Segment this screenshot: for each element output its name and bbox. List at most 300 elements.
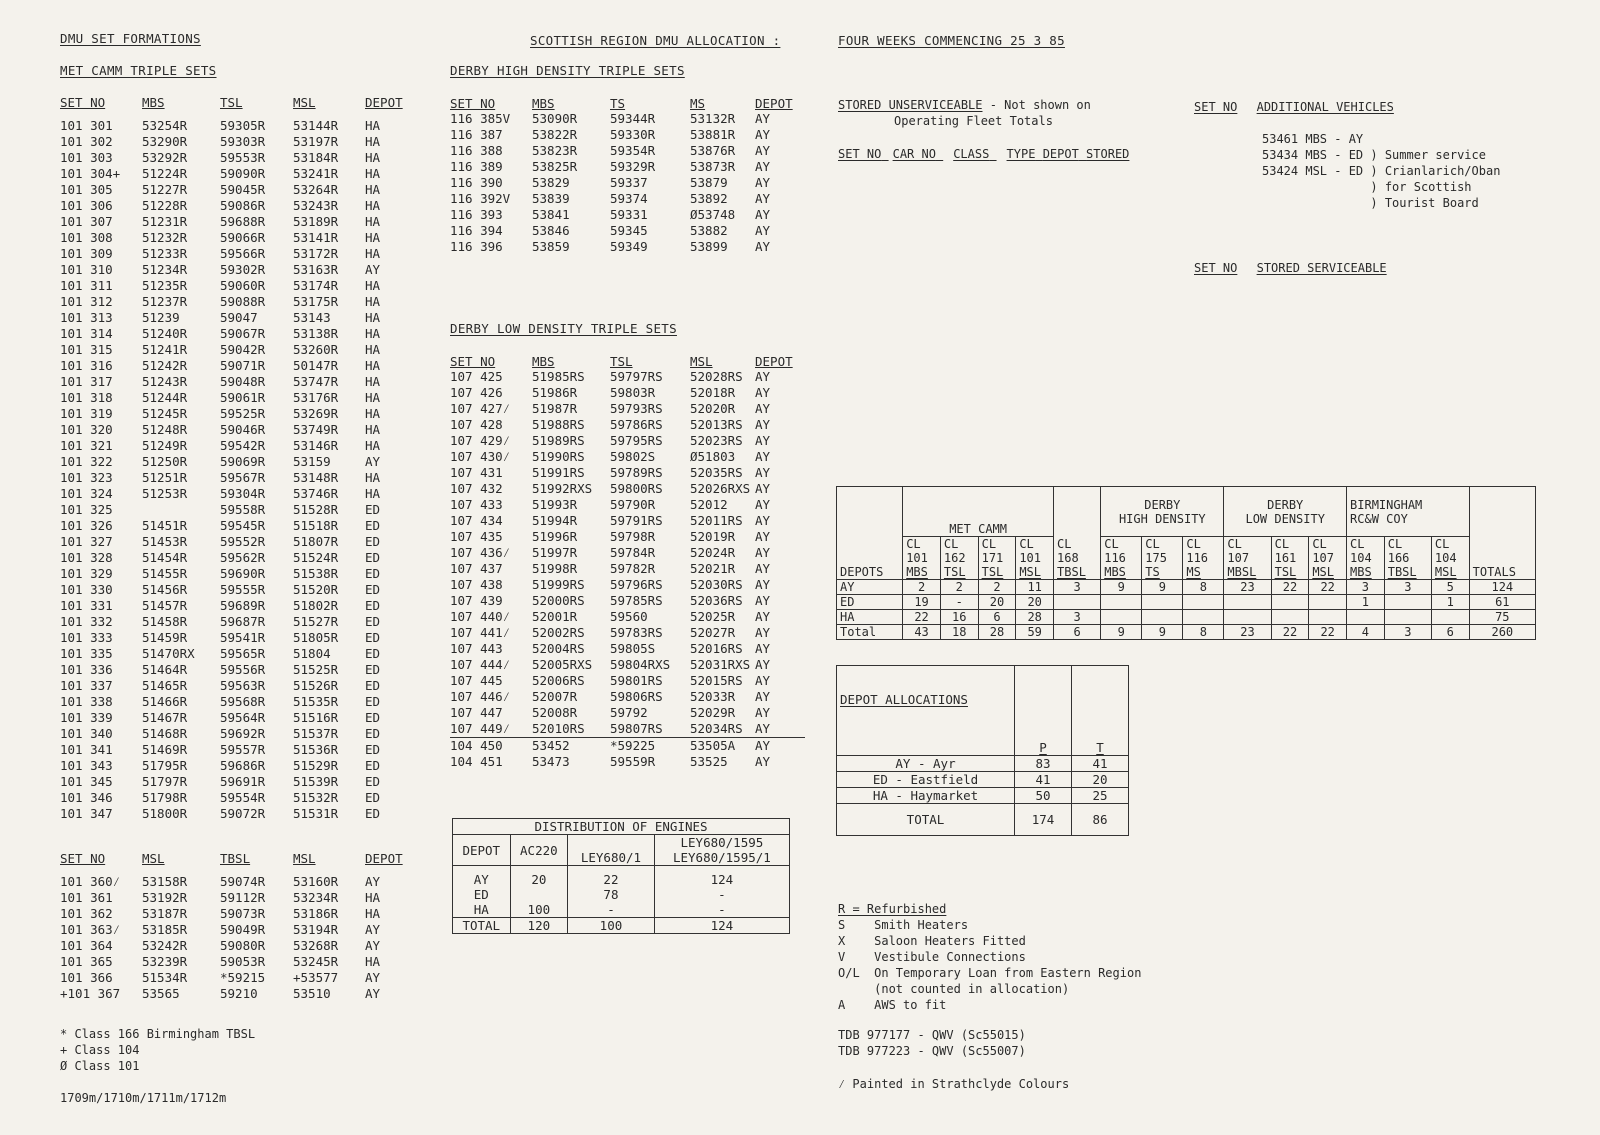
stored-unserviceable-title: STORED UNSERVICEABLE xyxy=(838,98,983,112)
table-row xyxy=(60,166,415,182)
table-cell: 59072R xyxy=(220,806,266,821)
engines-ley15951-header: LEY680/1595/1 xyxy=(654,850,789,866)
table-cell: 107 444⁄ xyxy=(450,657,511,672)
table-cell: 53876R xyxy=(690,143,736,158)
allocation-cell xyxy=(1054,595,1101,610)
table-cell: 51459R xyxy=(142,630,188,645)
table-cell: 59542R xyxy=(220,438,266,453)
table-cell: 101 311 xyxy=(60,278,113,293)
table-cell: 101 316 xyxy=(60,358,113,373)
table-cell: 53882 xyxy=(690,223,728,238)
table-cell: 59786RS xyxy=(610,417,663,432)
table-row xyxy=(450,449,805,465)
table-cell: 59804RXS xyxy=(610,657,671,672)
table-cell: AY xyxy=(755,641,771,656)
table-cell: AY xyxy=(755,561,771,576)
table-cell: 52028RS xyxy=(690,369,743,384)
table-cell: 101 363⁄ xyxy=(60,922,121,937)
table-row xyxy=(60,954,415,970)
table-row xyxy=(60,774,415,790)
table-cell: 59564R xyxy=(220,710,266,725)
table-cell: 53747R xyxy=(293,374,339,389)
table-cell: 107 425 xyxy=(450,369,503,384)
table-cell: 104 451 xyxy=(450,754,503,769)
table-cell: 52024R xyxy=(690,545,736,560)
table-cell: 51524R xyxy=(293,550,339,565)
depot-alloc-cell: 50 xyxy=(1015,788,1072,804)
table-cell: 52030RS xyxy=(690,577,743,592)
table-cell: AY xyxy=(755,497,771,512)
table-cell: 51454R xyxy=(142,550,188,565)
allocation-col-header-line: 175 xyxy=(1145,551,1167,565)
table-cell: 101 335 xyxy=(60,646,113,661)
table-cell: AY xyxy=(755,223,771,238)
table-cell: 51239 xyxy=(142,310,180,325)
depot-alloc-cell: 20 xyxy=(1072,772,1129,788)
table-row xyxy=(450,513,805,529)
allocation-cell: 20 xyxy=(1016,595,1054,610)
table-cell: 52016RS xyxy=(690,641,743,656)
table-cell: 101 323 xyxy=(60,470,113,485)
table-cell: 59792 xyxy=(610,705,648,720)
stored-serviceable-title: STORED SERVICEABLE xyxy=(1256,261,1387,275)
table-cell: ED xyxy=(365,742,381,757)
table-cell: 107 426 xyxy=(450,385,503,400)
table-cell: 51990RS xyxy=(532,449,585,464)
engines-value: - xyxy=(607,902,615,917)
allocation-cell: 260 xyxy=(1469,625,1535,640)
table-row xyxy=(450,754,805,770)
allocation-cell: 22 xyxy=(1309,625,1347,640)
allocation-col-header-line: 104 xyxy=(1350,551,1372,565)
column-header: CAR NO xyxy=(892,147,936,161)
allocation-col-header xyxy=(903,537,941,580)
allocation-cell: 1 xyxy=(1347,595,1385,610)
table-cell: 51985RS xyxy=(532,369,585,384)
table-cell: AY xyxy=(365,986,381,1001)
allocation-depots-label: DEPOTS xyxy=(837,487,903,580)
allocation-cell: 20 xyxy=(978,595,1016,610)
table-cell: 59061R xyxy=(220,390,266,405)
table-cell: 59330R xyxy=(610,127,656,142)
table-row xyxy=(450,577,805,593)
engines-value: - xyxy=(718,887,726,902)
table-cell: AY xyxy=(755,191,771,206)
table-cell: 107 434 xyxy=(450,513,503,528)
allocation-cell xyxy=(1101,610,1142,625)
table-row xyxy=(60,662,415,678)
table-cell: 53174R xyxy=(293,278,339,293)
table-cell: 53148R xyxy=(293,470,339,485)
table-cell: AY xyxy=(755,593,771,608)
table-cell: 59210 xyxy=(220,986,258,1001)
table-cell: 59053R xyxy=(220,954,266,969)
table-cell: 52002RS xyxy=(532,625,585,640)
table-cell: 101 322 xyxy=(60,454,113,469)
table-cell: AY xyxy=(755,738,771,753)
column-header: TSL xyxy=(610,354,633,369)
allocation-cell xyxy=(1347,610,1385,625)
table-cell: 101 340 xyxy=(60,726,113,741)
table-cell: 53143 xyxy=(293,310,331,325)
table-row xyxy=(60,342,415,358)
table-cell: 101 338 xyxy=(60,694,113,709)
table-cell: 51455R xyxy=(142,566,188,581)
table-cell: 101 302 xyxy=(60,134,113,149)
table-cell: AY xyxy=(755,609,771,624)
table-cell: 59692R xyxy=(220,726,266,741)
table-cell: 51233R xyxy=(142,246,188,261)
allocation-cell xyxy=(1101,595,1142,610)
table-cell: 53822R xyxy=(532,127,578,142)
table-cell: 53158R xyxy=(142,874,188,889)
table-cell: 101 331 xyxy=(60,598,113,613)
heading-period: FOUR WEEKS COMMENCING 25 3 85 xyxy=(838,33,1065,48)
table-cell: ED xyxy=(365,710,381,725)
allocation-col-header-line: CL xyxy=(943,537,959,551)
table-cell: 53185R xyxy=(142,922,188,937)
table-row xyxy=(450,481,805,497)
table-row xyxy=(60,374,415,390)
derby-high-table xyxy=(450,96,805,255)
allocation-col-header-line: 116 xyxy=(1104,551,1126,565)
table-cell: AY xyxy=(755,433,771,448)
engines-value: 124 xyxy=(710,872,734,887)
metcamm-title: MET CAMM TRIPLE SETS xyxy=(60,63,217,78)
allocation-cell: 61 xyxy=(1469,595,1535,610)
depot-alloc-cell: AY - Ayr xyxy=(837,756,1015,772)
column-header: DEPOT xyxy=(1042,147,1079,161)
table-row xyxy=(60,630,415,646)
stored-unserviceable-line2: Operating Fleet Totals xyxy=(894,114,1053,128)
allocation-group-line: HIGH DENSITY xyxy=(1118,511,1206,526)
table-row xyxy=(450,593,805,609)
table-row xyxy=(450,191,805,207)
table-cell: 107 429⁄ xyxy=(450,433,511,448)
heading-allocation: SCOTTISH REGION DMU ALLOCATION : xyxy=(530,33,781,48)
column-header: MS xyxy=(690,96,706,111)
table-cell: 59807RS xyxy=(610,721,690,738)
allocation-cell: 22 xyxy=(1309,580,1347,595)
allocation-col-header-line: CL xyxy=(1145,537,1160,551)
table-cell: 53159 xyxy=(293,454,331,469)
engines-ac220-header: AC220 xyxy=(510,835,568,866)
table-cell: HA xyxy=(365,374,381,389)
allocation-col-header-line: MS xyxy=(1186,565,1201,579)
table-cell xyxy=(142,502,220,518)
table-cell: 51988RS xyxy=(532,417,585,432)
table-cell: 59088R xyxy=(220,294,266,309)
table-cell: 52025R xyxy=(690,609,736,624)
table-cell: 53184R xyxy=(293,150,339,165)
table-cell: 101 310 xyxy=(60,262,113,277)
table-cell: AY xyxy=(755,754,771,769)
table-cell: 59796RS xyxy=(610,577,663,592)
table-cell: 101 332 xyxy=(60,614,113,629)
column-header: SET NO xyxy=(450,354,496,369)
table-row xyxy=(60,938,415,954)
table-cell: 59800RS xyxy=(610,481,663,496)
table-row xyxy=(60,598,415,614)
stored-serviceable-header xyxy=(1194,261,1387,275)
allocation-cell xyxy=(1142,595,1183,610)
depot-alloc-total-label: TOTAL xyxy=(837,804,1015,836)
allocation-group xyxy=(1224,487,1347,537)
table-cell: 51531R xyxy=(293,806,339,821)
table-cell: 101 318 xyxy=(60,390,113,405)
table-row xyxy=(60,726,415,742)
engines-value: 78 xyxy=(603,887,619,902)
table-row xyxy=(450,705,805,721)
table-cell: 59557R xyxy=(220,742,266,757)
additional-set-no: SET NO xyxy=(1194,100,1238,114)
table-cell: AY xyxy=(755,159,771,174)
table-cell: 59554R xyxy=(220,790,266,805)
table-cell: 101 337 xyxy=(60,678,113,693)
table-cell: 53268R xyxy=(293,938,339,953)
column-header: CLASS xyxy=(953,147,990,161)
table-cell: HA xyxy=(365,230,381,245)
allocation-cell: 3 xyxy=(1054,610,1101,625)
table-cell: 53873R xyxy=(690,159,736,174)
table-cell: 51231R xyxy=(142,214,188,229)
allocation-cell: 75 xyxy=(1469,610,1535,625)
table-cell: 59691R xyxy=(220,774,266,789)
painted-note: ⁄ Painted in Strathclyde Colours xyxy=(838,1077,1070,1091)
table-row xyxy=(450,609,805,625)
allocation-col-header-line: TSL xyxy=(1274,565,1297,579)
allocation-col-header-line: MSL xyxy=(1312,565,1334,579)
allocation-group xyxy=(1101,487,1224,537)
additional-header xyxy=(1194,100,1394,114)
table-cell: 116 396 xyxy=(450,239,503,254)
table-cell: 59801RS xyxy=(610,673,663,688)
allocation-col-header-line: CL xyxy=(1387,537,1403,551)
table-cell: HA xyxy=(365,358,381,373)
allocation-col-header-line: 171 xyxy=(981,551,1004,565)
table-cell: 53189R xyxy=(293,214,339,229)
column-header: MBS xyxy=(532,96,555,111)
table-cell: 52000RS xyxy=(532,593,585,608)
table-cell: 53825R xyxy=(532,159,578,174)
depot-allocations-title-cell xyxy=(837,666,1015,756)
allocation-cell xyxy=(1309,595,1347,610)
depot-alloc-row xyxy=(837,788,1129,804)
table-cell: 52012 xyxy=(690,497,728,512)
allocation-row xyxy=(837,610,1536,625)
depot-alloc-total-p: 174 xyxy=(1015,804,1072,836)
derby-low-title: DERBY LOW DENSITY TRIPLE SETS xyxy=(450,321,677,336)
table-row xyxy=(60,790,415,806)
column-header: MSL xyxy=(690,354,713,369)
engines-depot: ED xyxy=(473,887,489,902)
engines-value: - xyxy=(718,902,726,917)
allocation-col-header-line: 107 xyxy=(1312,551,1334,565)
table-cell: 51234R xyxy=(142,262,188,277)
allocation-cell: 11 xyxy=(1016,580,1054,595)
table-cell: AY xyxy=(755,673,771,688)
table-cell: HA xyxy=(365,470,381,485)
table-row xyxy=(60,422,415,438)
table-row xyxy=(450,111,805,127)
table-cell: 53242R xyxy=(142,938,188,953)
table-cell: 59069R xyxy=(220,454,266,469)
table-cell: 101 327 xyxy=(60,534,113,549)
table-cell: 101 329 xyxy=(60,566,113,581)
allocation-cell: - xyxy=(940,595,978,610)
engines-ley1595-header: LEY680/1595 xyxy=(654,835,789,851)
table-cell: 51251R xyxy=(142,470,188,485)
allocation-col-header xyxy=(940,537,978,580)
allocation-cell: 22 xyxy=(903,610,941,625)
depot-alloc-cell: ED - Eastfield xyxy=(837,772,1015,788)
table-cell: 53176R xyxy=(293,390,339,405)
table-cell: 53146R xyxy=(293,438,339,453)
table-cell: 59790R xyxy=(610,497,656,512)
table-cell: 59048R xyxy=(220,374,266,389)
table-row xyxy=(60,806,415,822)
allocation-cell: 8 xyxy=(1183,580,1224,595)
table-cell: 101 347 xyxy=(60,806,113,821)
allocation-cell: 4 xyxy=(1347,625,1385,640)
derby-high-title: DERBY HIGH DENSITY TRIPLE SETS xyxy=(450,63,685,78)
table-row xyxy=(60,134,415,150)
table-cell: 51224R xyxy=(142,166,188,181)
table-cell: 104 450 xyxy=(450,738,503,753)
allocation-col-header xyxy=(1142,537,1183,580)
table-cell: 51802R xyxy=(293,598,339,613)
table-row xyxy=(60,502,415,518)
table-cell: 53090R xyxy=(532,111,578,126)
allocation-col-header-line: MSL xyxy=(1434,565,1457,579)
table-cell: AY xyxy=(755,401,771,416)
table-cell: 116 390 xyxy=(450,175,503,190)
allocation-cell: 5 xyxy=(1431,580,1469,595)
table-cell: 101 362 xyxy=(60,906,113,921)
table-cell: 101 308 xyxy=(60,230,113,245)
table-cell: 51996R xyxy=(532,529,578,544)
table-cell: 101 314 xyxy=(60,326,113,341)
allocation-totals-label: TOTALS xyxy=(1469,487,1535,580)
table-cell: 53132R xyxy=(690,111,736,126)
table-cell: 53144R xyxy=(293,118,339,133)
table-cell: 107 443 xyxy=(450,641,503,656)
column-header: SET NO xyxy=(450,96,496,111)
allocation-col-header-line: 104 xyxy=(1434,551,1457,565)
table-cell: 51528R xyxy=(293,502,339,517)
table-cell: 51468R xyxy=(142,726,188,741)
table-cell: AY xyxy=(755,417,771,432)
allocation-cell: 22 xyxy=(1271,580,1309,595)
table-cell: 51465R xyxy=(142,678,188,693)
allocation-group-line: LOW DENSITY xyxy=(1245,511,1325,526)
table-cell: 59555R xyxy=(220,582,266,597)
table-row xyxy=(60,278,415,294)
table-cell: 107 447 xyxy=(450,705,503,720)
table-cell: 53163R xyxy=(293,262,339,277)
table-cell: 101 343 xyxy=(60,758,113,773)
allocation-cell: 124 xyxy=(1469,580,1535,595)
table-row xyxy=(450,433,805,449)
table-cell: 51464R xyxy=(142,662,188,677)
table-cell: AY xyxy=(755,657,771,672)
allocation-col-header-line: TSL xyxy=(943,565,966,579)
allocation-group: MET CAMM xyxy=(903,487,1054,537)
table-cell: Ø53748 xyxy=(690,207,736,222)
table-cell: 53829 xyxy=(532,175,570,190)
table-cell: 59552R xyxy=(220,534,266,549)
key-line: O/L On Temporary Loan from Eastern Region xyxy=(838,966,1142,980)
allocation-col-header-line: MBS xyxy=(1350,565,1372,579)
allocation-col-cl168 xyxy=(1054,487,1101,580)
allocation-col-header-line: MBSL xyxy=(1227,565,1257,579)
engines-title: DISTRIBUTION OF ENGINES xyxy=(453,819,790,835)
engines-depots xyxy=(453,866,511,918)
table-cell: 101 364 xyxy=(60,938,113,953)
table-cell: 53160R xyxy=(293,874,339,889)
allocation-cell: 2 xyxy=(978,580,1016,595)
allocation-cell: 6 xyxy=(1431,625,1469,640)
allocation-row xyxy=(837,580,1536,595)
allocation-cell: 2 xyxy=(903,580,941,595)
table-cell: 51529R xyxy=(293,758,339,773)
table-row xyxy=(450,641,805,657)
table-row xyxy=(60,518,415,534)
allocation-col-header-line: CL xyxy=(1019,537,1034,551)
table-cell: HA xyxy=(365,214,381,229)
table-cell: 53186R xyxy=(293,906,339,921)
table-row xyxy=(450,143,805,159)
table-cell: AY xyxy=(755,721,805,738)
table-cell: 52005RXS xyxy=(532,657,593,672)
table-cell: 116 393 xyxy=(450,207,503,222)
table-cell: 51250R xyxy=(142,454,188,469)
table-cell: 52008R xyxy=(532,705,578,720)
table-cell: 107 439 xyxy=(450,593,503,608)
table-cell: 107 438 xyxy=(450,577,503,592)
allocation-cell: 6 xyxy=(978,610,1016,625)
table-cell: 53194R xyxy=(293,922,339,937)
table-cell: 51243R xyxy=(142,374,188,389)
table-cell: ED xyxy=(365,534,381,549)
table-cell: 59802S xyxy=(610,449,656,464)
table-cell: ED xyxy=(365,630,381,645)
allocation-col-header xyxy=(1347,537,1385,580)
table-cell: 53187R xyxy=(142,906,188,921)
table-cell: 52013RS xyxy=(690,417,743,432)
allocation-col-header-line: TBSL xyxy=(1057,565,1086,579)
table-cell: 51240R xyxy=(142,326,188,341)
table-cell: AY xyxy=(755,689,771,704)
table-cell: 101 305 xyxy=(60,182,113,197)
table-cell: HA xyxy=(365,150,381,165)
table-cell: 51227R xyxy=(142,182,188,197)
table-row xyxy=(60,646,415,662)
table-cell: 59785RS xyxy=(610,593,663,608)
allocation-cell xyxy=(1271,610,1309,625)
allocation-cell: 3 xyxy=(1347,580,1385,595)
table-cell: 52004RS xyxy=(532,641,585,656)
allocation-cell: 3 xyxy=(1384,580,1431,595)
column-header: SET NO xyxy=(838,147,882,161)
engines-total-label: TOTAL xyxy=(453,918,511,934)
table-cell: 59073R xyxy=(220,906,266,921)
stored-unserviceable xyxy=(838,97,1091,129)
table-cell: 51520R xyxy=(293,582,339,597)
table-cell: 51235R xyxy=(142,278,188,293)
allocation-group xyxy=(1347,487,1470,537)
table-cell: 59791RS xyxy=(610,513,663,528)
